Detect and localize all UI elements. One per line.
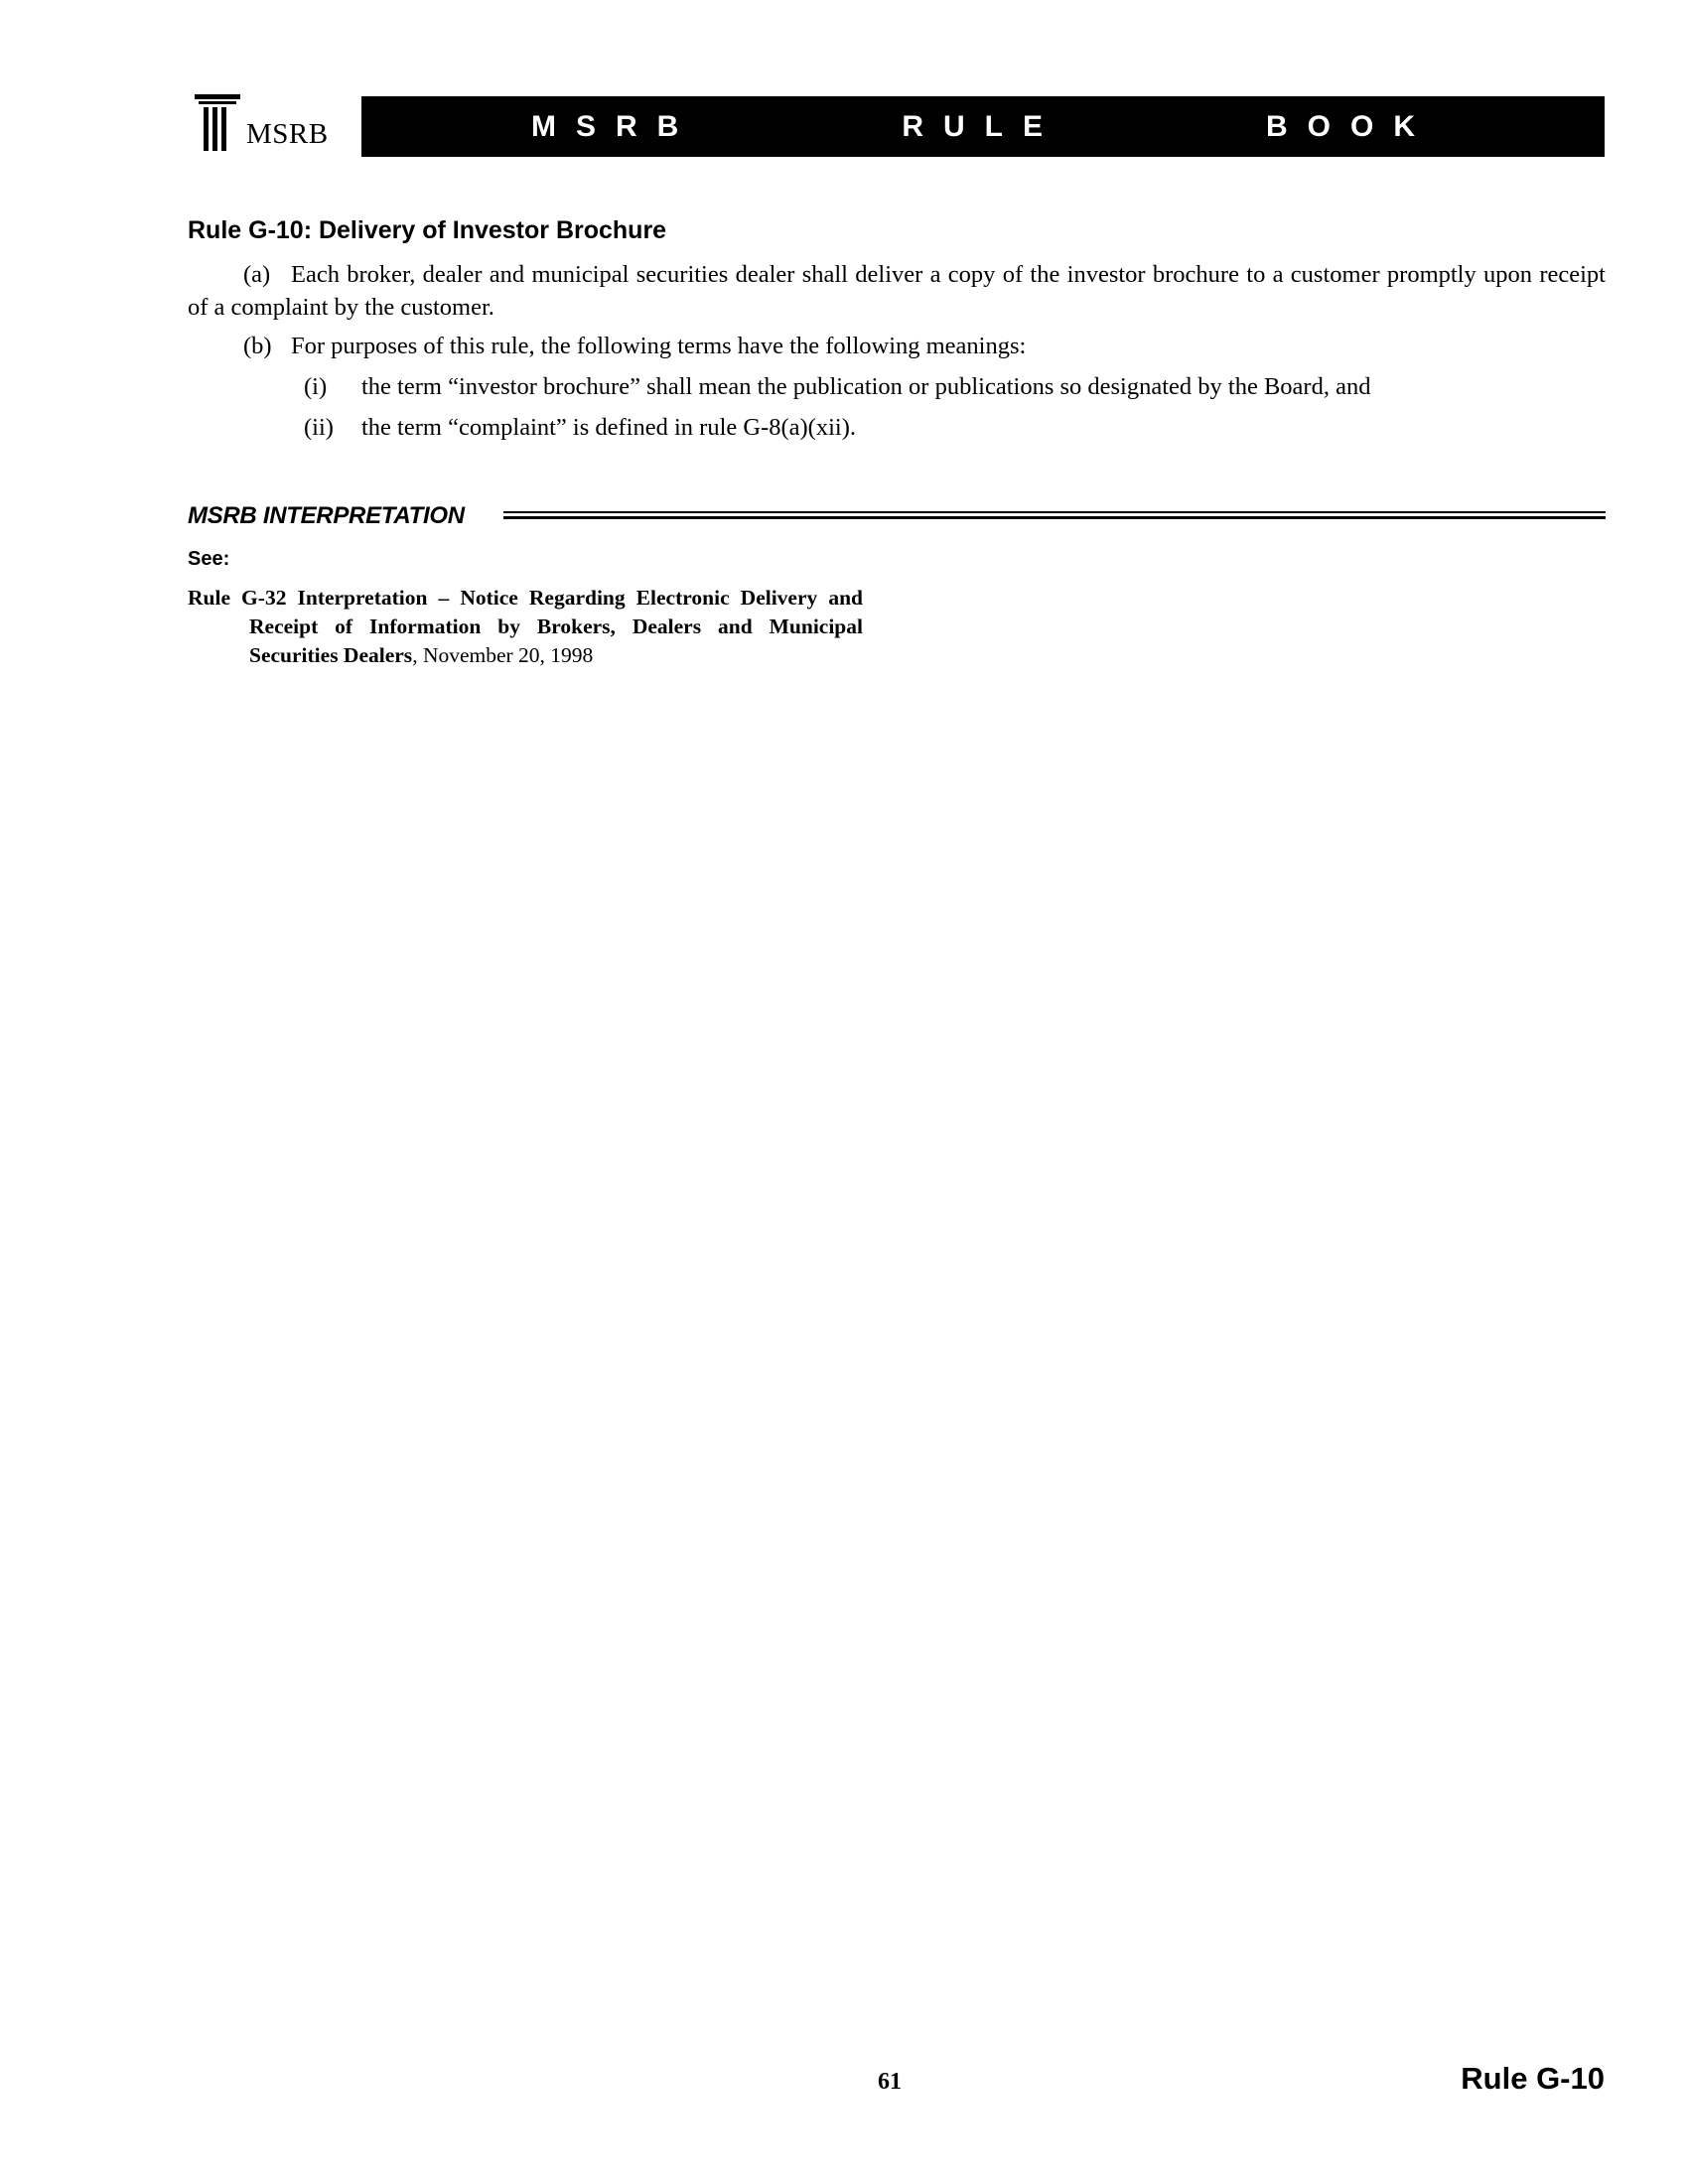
- interpretation-entry-date: , November 20, 1998: [412, 643, 594, 667]
- paragraph-a: [188, 258, 1606, 324]
- rule-book-banner: [361, 96, 1605, 157]
- item-i-marker: (i): [304, 373, 328, 400]
- paragraph-a-marker: (a): [243, 261, 271, 288]
- paragraph-a-text: Each broker, dealer and municipal securities dealer shall deliver a copy of the investor brochure to a customer promptly upon receipt of a complaint by the customer.: [188, 261, 1606, 321]
- item-ii-text: the term “complaint” is defined in rule G-8(a)(xii).: [361, 414, 856, 441]
- interpretation-divider: [503, 511, 1606, 519]
- list-item: [304, 370, 1370, 403]
- see-label: See:: [188, 548, 230, 570]
- page-number: 61: [878, 2069, 902, 2095]
- paragraph-b: [243, 330, 1026, 362]
- paragraph-b-text: For purposes of this rule, the following terms have the following meanings:: [291, 333, 1027, 359]
- item-i-text: the term “investor brochure” shall mean the publication or publications so designated by the Board, and: [361, 373, 1371, 400]
- footer-rule-label: Rule G-10: [1461, 2061, 1605, 2096]
- interpretation-entry-title: Rule G-32 Interpretation – Notice Regarding Electronic Delivery and Receipt of Information by Brokers, Dealers and Municipal Securities Dealers: [188, 586, 863, 667]
- list-item: [304, 411, 856, 444]
- banner-title: MSRB RULE BOOK: [530, 109, 1435, 143]
- rule-heading: Rule G-10: Delivery of Investor Brochure: [188, 216, 667, 244]
- item-ii-marker: (ii): [304, 414, 334, 441]
- interpretation-entry[interactable]: [188, 584, 863, 670]
- paragraph-b-marker: (b): [243, 333, 272, 359]
- interpretation-heading: MSRB INTERPRETATION: [188, 502, 465, 529]
- column-pillar-icon: [195, 94, 244, 152]
- logo-text: MSRB: [246, 118, 329, 150]
- msrb-logo: [195, 92, 334, 154]
